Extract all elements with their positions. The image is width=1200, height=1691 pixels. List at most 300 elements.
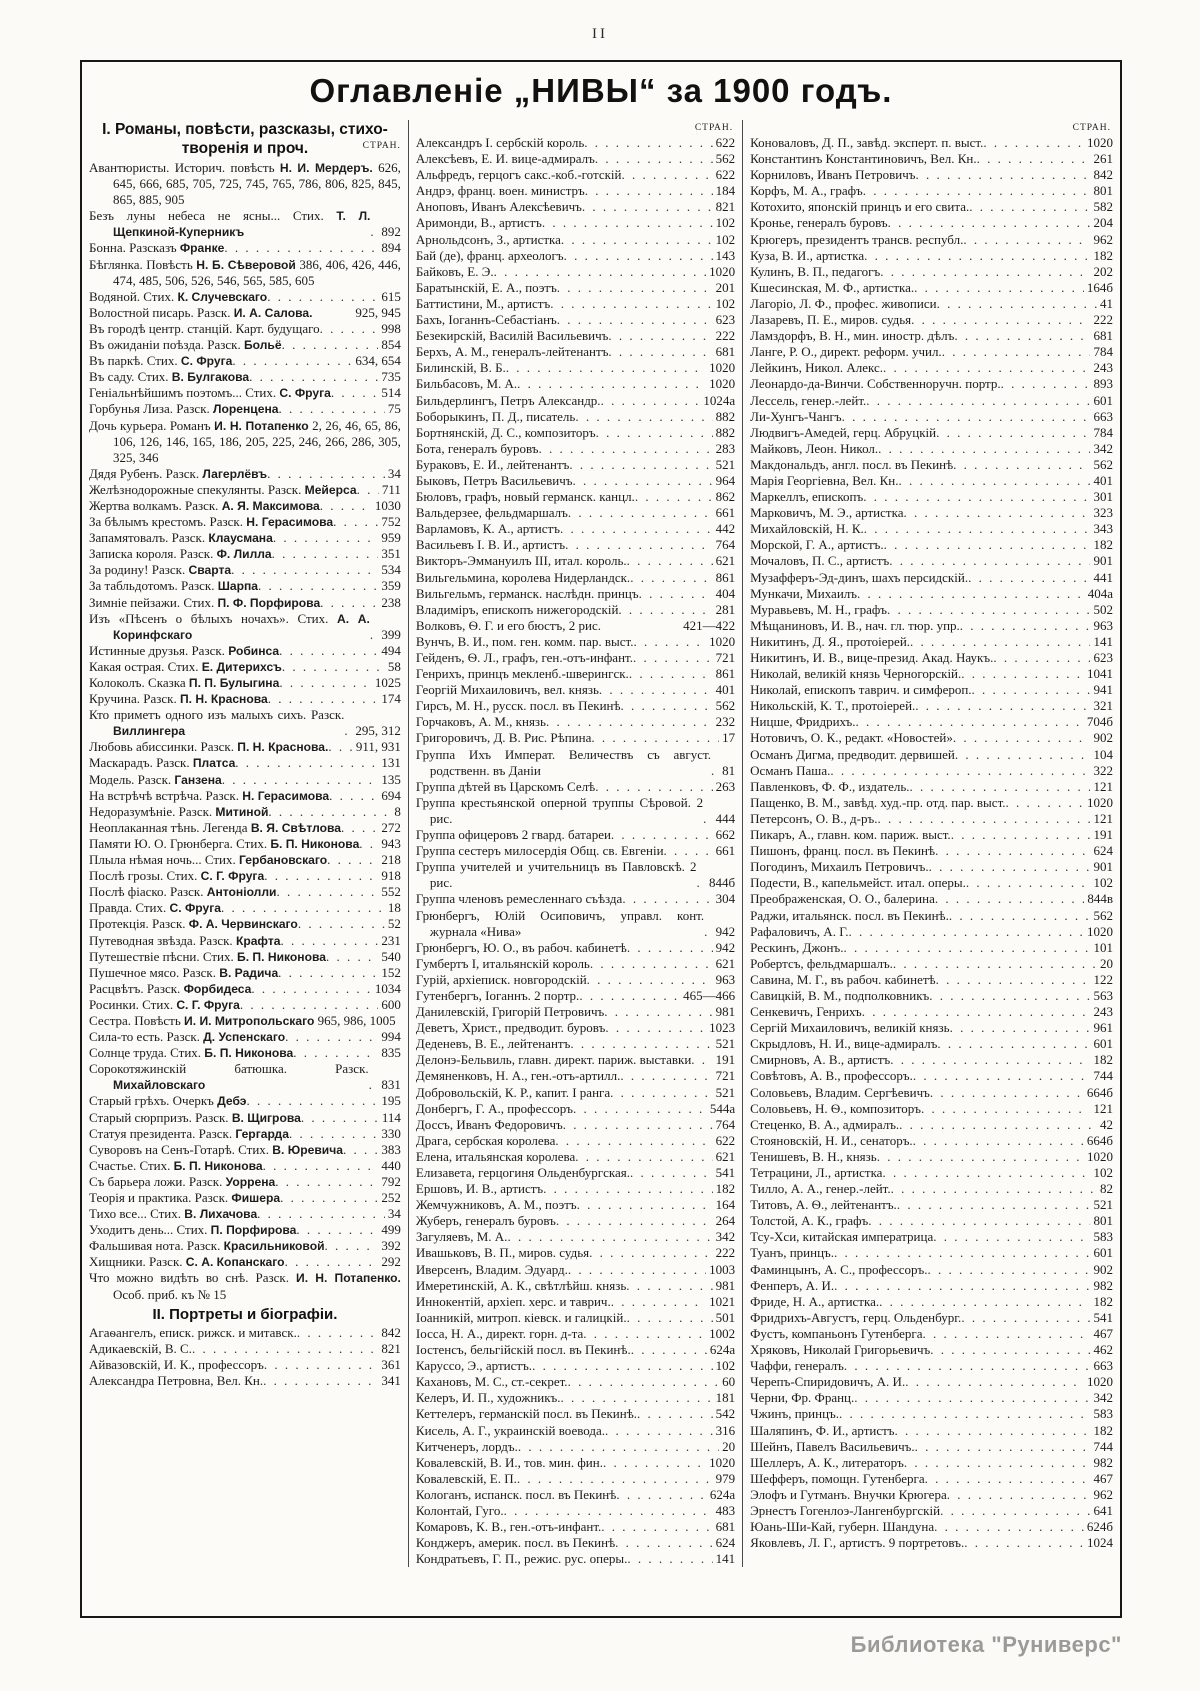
index-entry	[416, 634, 735, 650]
dot-leader	[192, 1341, 378, 1357]
entry-page-number: 744	[1093, 1068, 1113, 1084]
dot-leader	[830, 763, 1090, 779]
entry-page-number: 1024	[1086, 1535, 1113, 1551]
index-entry	[750, 1133, 1113, 1149]
entry-page-number: 979	[715, 1470, 736, 1486]
entry-author: Н. Герасимова	[242, 788, 330, 803]
dot-leader	[557, 312, 713, 328]
index-entry	[750, 602, 1113, 618]
index-entry	[750, 779, 1113, 795]
entry-page-number: 182	[1093, 1293, 1113, 1309]
dot-leader	[963, 232, 1090, 248]
entry-title: Варламовъ, К. А., артистъ	[415, 521, 560, 537]
dot-leader	[301, 1110, 379, 1126]
dot-leader	[601, 393, 701, 409]
entry-page-number: 359	[381, 578, 401, 594]
entry-title: Сорокотяжинскій батюшка. Разск. Михайловскаго	[89, 1061, 369, 1093]
entry-title: Кронье, генералъ буровъ	[750, 215, 888, 231]
dot-leader	[972, 682, 1091, 698]
dot-leader	[556, 1213, 713, 1229]
entry-title: Рафаловичъ, А. Г.	[750, 923, 849, 939]
index-entry	[750, 1278, 1113, 1294]
entry-title: Скрыдловъ, Н. И., вице-адмиралъ	[750, 1036, 938, 1052]
index-entry	[416, 1149, 735, 1165]
entry-title: Колоколъ. Сказка П. П. Булыгина	[89, 675, 280, 690]
entry-title: Какая острая. Стих. Е. Дитерихсъ	[89, 658, 282, 674]
entry-title: Тетрацини, Л., артистка	[750, 1165, 883, 1180]
dot-leader	[272, 546, 379, 562]
dot-leader	[268, 804, 391, 820]
dot-leader	[268, 691, 379, 707]
entry-page-number: 998	[381, 320, 401, 336]
entry-title: Раджи, итальянск. посл. въ Пекинѣ.	[750, 907, 949, 923]
entry-author: И. Н. Потапенко.	[296, 1271, 401, 1286]
entry-page-number: 661	[715, 505, 736, 521]
entry-page-number: 263	[715, 778, 736, 794]
index-list-col2	[416, 135, 735, 1567]
entry-page-number: 882	[715, 424, 736, 440]
entry-page-number: 918	[381, 868, 401, 884]
entry-page-number: 844в	[1087, 891, 1113, 907]
entry-page-number: 81	[722, 762, 736, 778]
dot-leader	[517, 1471, 713, 1487]
index-entry	[416, 586, 735, 602]
dot-leader	[611, 827, 713, 843]
entry-page-number: 854	[381, 337, 401, 353]
dot-leader	[1001, 376, 1091, 392]
entry-page-number: 164	[715, 1197, 736, 1213]
entry-page-number: 467	[1093, 1325, 1113, 1341]
index-entry	[750, 972, 1113, 988]
index-entry	[89, 578, 401, 594]
dot-leader	[333, 514, 378, 530]
dot-leader	[905, 1374, 1084, 1390]
index-entry	[416, 1519, 735, 1535]
entry-title: Модель. Разск. Ганзена	[89, 771, 222, 787]
entry-title: Безъ луны небеса не ясны... Стих. Т. Л. Щепкиной-Куперникъ	[89, 208, 371, 240]
entry-page-number: 582	[1093, 199, 1113, 215]
dot-leader	[977, 151, 1091, 167]
index-entry	[750, 1197, 1113, 1213]
entry-author: Лагерлёвъ	[202, 466, 268, 481]
dot-leader	[589, 1245, 713, 1261]
index-entry	[416, 376, 735, 392]
index-entry	[416, 393, 735, 409]
entry-title: Берхъ, А. М., генералъ-лейтенантъ	[415, 344, 609, 360]
index-entry	[416, 1390, 735, 1406]
entry-author: Ганзена	[174, 772, 222, 787]
dot-leader	[281, 933, 379, 949]
section-1-heading	[89, 120, 401, 158]
entry-page-number: 182	[1093, 247, 1113, 263]
index-entry	[416, 1052, 735, 1068]
index-entry	[89, 852, 401, 868]
index-entry	[750, 1181, 1113, 1197]
dot-leader	[834, 1278, 1090, 1294]
entry-page-number: 911, 931	[355, 739, 401, 755]
index-entry	[416, 714, 735, 730]
entry-title: Совѣтовъ, А. В., профессоръ.	[750, 1068, 913, 1084]
dot-leader	[568, 505, 713, 521]
dot-leader	[293, 1045, 378, 1061]
index-entry	[750, 586, 1113, 602]
entry-page-number: 323	[1093, 505, 1113, 521]
index-entry	[416, 521, 735, 537]
dot-leader	[839, 1406, 1090, 1422]
dot-leader	[618, 602, 712, 618]
entry-page-number: 1020	[709, 360, 736, 376]
index-entry	[89, 611, 401, 643]
dot-leader	[575, 409, 712, 425]
entry-page-number: 861	[715, 569, 736, 585]
index-entry	[750, 1052, 1113, 1068]
entry-author: Больё	[243, 338, 282, 353]
index-entry	[750, 940, 1113, 956]
entry-title: Фустъ, компаньонъ Гутенберга	[750, 1325, 923, 1341]
index-entry	[750, 634, 1113, 650]
entry-title: Александра Петровна, Вел. Кн.	[89, 1372, 264, 1388]
entry-author: Гергарда	[235, 1126, 289, 1141]
dot-leader	[878, 441, 1090, 457]
entry-author: В. Щигрова	[231, 1110, 301, 1125]
entry-author: Н. Герасимова	[246, 515, 334, 530]
dot-leader	[910, 779, 1091, 795]
index-entry	[89, 289, 401, 305]
index-entry	[89, 482, 401, 498]
index-entry	[89, 369, 401, 385]
entry-page-number: 1020	[1086, 1374, 1113, 1390]
entry-author: В. Я. Свѣтлова	[250, 820, 342, 835]
entry-page-number: 342	[1093, 1390, 1113, 1406]
entry-page-number: 1020	[709, 1454, 736, 1470]
entry-author: Б. П. Никонова	[237, 949, 326, 964]
index-entry	[89, 305, 401, 321]
dot-leader	[222, 772, 379, 788]
entry-page-number: 222	[1093, 312, 1113, 328]
entry-page-number: 191	[715, 1052, 736, 1068]
entry-page-number: 882	[715, 408, 736, 424]
entry-title: Доссъ, Иванъ Федоровичъ	[415, 1116, 563, 1132]
index-entry	[89, 1174, 401, 1190]
entry-page-number: 441	[1093, 569, 1113, 585]
entry-author: А. Я. Максимова	[221, 498, 320, 513]
index-entry	[750, 714, 1113, 730]
entry-author: С. Г. Фруга	[176, 997, 240, 1012]
dot-leader	[627, 940, 713, 956]
index-entry	[89, 691, 401, 707]
entry-title: Титовъ, А. Ѳ., лейтенантъ.	[750, 1197, 897, 1213]
index-entry	[89, 353, 401, 369]
entry-page-number: 663	[1093, 1358, 1113, 1374]
entry-title: Группа офицеровъ 2 гвард. батареи	[415, 827, 611, 843]
index-entry	[89, 868, 401, 884]
entry-title: Гейденъ, Ѳ. Л., графъ, ген.-отъ-инфант.	[415, 650, 633, 665]
dot-leader	[591, 730, 719, 746]
entry-title: Елизавета, герцогиня Ольденбургская.	[415, 1165, 631, 1180]
dot-leader	[899, 1117, 1097, 1133]
entry-author: К. Случевскаго	[177, 289, 268, 304]
entry-page-number: 383	[381, 1141, 401, 1157]
entry-title: Никитинъ, И. В., вице-презид. Акад. Наукъ.	[750, 650, 994, 665]
entry-page-number: 1025	[374, 675, 401, 690]
entry-title: Пишонъ, франц. посл. въ Пекинѣ	[750, 843, 936, 859]
index-entry	[416, 489, 735, 505]
entry-author: С. Фруга	[180, 354, 233, 369]
entry-title: Іостенсъ, бельгійскій посл. въ Пекинѣ.	[415, 1342, 631, 1358]
entry-page-number: 195	[381, 1093, 401, 1109]
dot-leader	[285, 1029, 378, 1045]
entry-title: Андрэ, франц. воен. министръ	[415, 183, 585, 199]
entry-title: Группа членовъ ремесленнаго съѣзда	[415, 891, 623, 907]
index-entry	[416, 682, 735, 698]
dot-leader	[844, 1358, 1091, 1374]
entry-page-number: 58	[387, 658, 401, 674]
index-entry	[750, 859, 1113, 875]
entry-title: Делонэ-Бельвиль, главн. директ. париж. выставки	[415, 1052, 692, 1068]
entry-title: Смирновъ, А. В., артистъ	[750, 1052, 891, 1068]
dot-leader	[327, 852, 378, 868]
index-entry	[750, 1342, 1113, 1358]
index-entry	[750, 232, 1113, 248]
index-entry	[416, 1101, 735, 1117]
dot-leader	[343, 1142, 378, 1158]
entry-title: Сестра. Повѣсть И. И. Митропольскаго 965, 986, 1005	[89, 1012, 396, 1028]
entry-title: Жуберъ, генералъ буровъ	[415, 1213, 556, 1229]
entry-page-number: 1002	[709, 1325, 736, 1341]
entry-page-number: 902	[1093, 730, 1113, 746]
entry-title: Добровольскій, К. Р., капит. I ранга	[415, 1084, 611, 1100]
dot-leader	[542, 215, 713, 231]
index-entry	[416, 1455, 735, 1471]
entry-page-number: 835	[381, 1045, 401, 1061]
dot-leader	[627, 1551, 712, 1567]
entry-title: Волостной писарь. Разск. И. А. Салова.	[89, 304, 313, 320]
entry-title: Лейкинъ, Никол. Алекс.	[750, 360, 884, 376]
entry-title: Имеретинскій, А. К., свѣтлѣйш. князь	[415, 1277, 627, 1293]
entry-title: Кшесинская, М. Ф., артистка.	[750, 279, 915, 295]
dot-leader	[913, 1068, 1091, 1084]
entry-title: Соловьевъ, Владим. Сергѣевичъ	[750, 1084, 930, 1100]
entry-page-number: 552	[381, 884, 401, 900]
index-entry	[750, 1149, 1113, 1165]
entry-title: Савицкій, В. М., подполковникъ	[750, 987, 930, 1003]
index-entry	[750, 409, 1113, 425]
dot-leader	[697, 875, 706, 891]
dot-leader	[935, 891, 1085, 907]
entry-title: Записка короля. Разск. Ф. Лилла	[89, 546, 272, 562]
index-entry	[89, 595, 401, 611]
entry-page-number: 1003	[709, 1261, 736, 1277]
entry-page-number: 465—466	[683, 987, 736, 1003]
entry-page-number: 621	[715, 955, 736, 971]
index-entry	[750, 1503, 1113, 1519]
entry-page-number: 925, 945	[355, 304, 401, 320]
index-entry	[89, 321, 401, 337]
entry-title: Пушечное мясо. Разск. В. Радича	[89, 964, 279, 980]
dot-leader	[882, 1165, 1090, 1181]
entry-page-number: 341	[381, 1372, 401, 1388]
index-entry	[89, 707, 401, 739]
entry-page-number: 401	[715, 682, 736, 698]
entry-title: Кулинъ, В. П., педагогъ	[750, 263, 881, 279]
entry-author: Уоррена	[225, 1174, 276, 1189]
entry-title: Крюгеръ, президентъ трансв. республ.	[750, 231, 964, 247]
dot-leader	[494, 264, 707, 280]
entry-title: Елена, итальянская королева	[415, 1148, 576, 1164]
dot-leader	[854, 1390, 1090, 1406]
entry-title: Безекирскій, Василій Васильевичъ	[415, 328, 609, 344]
entry-title: Николай, епископъ таврич. и симфероп.	[750, 682, 972, 698]
entry-title: Алексѣевъ, Е. И. вице-адмиралъ	[415, 151, 595, 167]
index-entry	[416, 1471, 735, 1487]
entry-title: Протекція. Разск. Ф. А. Червинскаго	[89, 916, 298, 932]
entry-page-number: 218	[381, 852, 401, 868]
entry-author: Б. П. Никонова	[270, 836, 360, 851]
entry-title: Толстой, А. К., графъ	[750, 1213, 869, 1229]
entry-page-number: 316	[715, 1422, 736, 1438]
entry-page-number: 981	[715, 1277, 736, 1293]
entry-title: Николай, великій князь Черногорскій.	[750, 666, 962, 682]
index-entry	[416, 1342, 735, 1358]
entry-title: Жертва волкамъ. Разск. А. Я. Максимова	[89, 497, 320, 513]
entry-title: Леонардо-да-Винчи. Собственноручн. портр.	[750, 376, 1001, 392]
dot-leader	[273, 530, 379, 546]
dot-leader	[605, 1423, 713, 1439]
entry-page-number: 801	[1093, 1213, 1113, 1229]
dot-leader	[703, 811, 713, 827]
entry-title: Марія Георгіевна, Вел. Кн.	[750, 472, 899, 488]
entry-page-number: 141	[1093, 633, 1113, 649]
dot-leader	[264, 1357, 379, 1373]
dot-leader	[325, 1238, 379, 1254]
entry-title: Деденевъ, В. Е., лейтенантъ	[415, 1036, 571, 1052]
entry-page-number: 174	[381, 691, 401, 707]
entry-title: Альфредъ, герцогъ сакс.-коб.-готскій	[415, 167, 622, 183]
entry-page-number: 272	[381, 819, 401, 835]
entry-title: Горчаковъ, А. М., князь	[415, 714, 546, 730]
index-entry	[89, 1222, 401, 1238]
index-entry	[89, 530, 401, 546]
entry-author: С. Г. Фруга	[200, 869, 265, 884]
entry-page-number: 404	[715, 585, 736, 601]
entry-page-number: 842	[381, 1324, 401, 1340]
dot-leader	[691, 1052, 712, 1068]
entry-page-number: 961	[1093, 1020, 1113, 1036]
dot-leader	[921, 1101, 1091, 1117]
index-entry	[750, 489, 1113, 505]
dot-leader	[951, 827, 1091, 843]
index-entry	[416, 1278, 735, 1294]
entry-title: Ли-Хунгъ-Чангъ	[750, 408, 842, 424]
library-watermark: Библиотека "Руниверс"	[850, 1632, 1122, 1657]
entry-page-number: 182	[715, 1181, 736, 1197]
entry-page-number: 621	[715, 1148, 736, 1164]
index-entry	[416, 1197, 735, 1213]
index-entry	[750, 135, 1113, 151]
index-entry	[750, 167, 1113, 183]
index-entry	[750, 1020, 1113, 1036]
dot-leader	[664, 843, 713, 859]
entry-page-number: 102	[1093, 875, 1113, 891]
dot-leader	[232, 353, 352, 369]
index-entry	[750, 537, 1113, 553]
entry-title: Зимніе пейзажи. Стих. П. Ф. Порфирова	[89, 594, 321, 610]
dot-leader	[849, 924, 1084, 940]
index-entry	[416, 988, 735, 1004]
entry-title: Константинъ Константиновичъ, Вел. Кн.	[750, 151, 977, 167]
entry-page-number: 615	[381, 288, 401, 304]
dot-leader	[344, 723, 352, 739]
dot-leader	[320, 321, 379, 337]
entry-page-number: 60	[722, 1374, 736, 1390]
index-entry	[89, 337, 401, 353]
index-entry	[416, 1213, 735, 1229]
entry-title: Что можно видѣть во снѣ. Разск. И. Н. Потапенко. Особ. приб. къ № 15	[89, 1270, 401, 1302]
entry-page-number: 483	[715, 1502, 736, 1518]
index-entry	[750, 1423, 1113, 1439]
dot-leader	[863, 489, 1090, 505]
entry-title: Кручина. Разск. П. Н. Краснова	[89, 691, 268, 707]
section-1-heading-line2: творенія и проч.	[181, 140, 309, 157]
entry-page-number: 981	[715, 1004, 736, 1020]
entry-author: Митиной	[215, 804, 269, 819]
entry-title: Комаровъ, К. В., ген.-отъ-инфант.	[415, 1519, 602, 1535]
entry-page-number: 494	[381, 642, 401, 658]
index-entry	[89, 916, 401, 932]
entry-page-number: 534	[381, 562, 401, 578]
index-entry	[750, 1101, 1113, 1117]
entry-page-number: 622	[715, 135, 736, 150]
entry-page-number: 562	[715, 151, 736, 167]
index-entry	[89, 208, 401, 240]
index-entry	[750, 1229, 1113, 1245]
entry-title: Ницше, Фридрихъ.	[750, 714, 856, 730]
entry-title: Лессель, генер.-лейт.	[750, 392, 867, 408]
entry-page-number: 343	[1093, 521, 1113, 537]
entry-title: Иверсенъ, Владим. Эдуард.	[415, 1261, 568, 1277]
dot-leader	[864, 248, 1090, 264]
dot-leader	[507, 1229, 712, 1245]
dot-leader	[582, 199, 713, 215]
entry-page-number: 321	[1093, 698, 1113, 714]
entry-page-number: 182	[1093, 537, 1113, 553]
entry-title: Рескинъ, Джонъ.	[750, 939, 844, 955]
entry-title: Фенперъ, А. И.	[750, 1277, 835, 1293]
dot-leader	[842, 409, 1091, 425]
entry-title: Никитинъ, Д. Я., протоіерей.	[750, 633, 911, 649]
dot-leader	[1006, 795, 1084, 811]
entry-page-number: 1020	[1086, 1148, 1113, 1164]
entry-page-number: 521	[715, 1084, 736, 1100]
index-entry	[416, 1310, 735, 1326]
dot-leader	[877, 1149, 1084, 1165]
entry-page-number: 624б	[1086, 1519, 1113, 1535]
entry-title: Эрнестъ Гогенлоэ-Лангенбургскій	[750, 1502, 941, 1518]
entry-title: Стеценко, В. А., адмиралъ.	[750, 1116, 900, 1132]
dot-leader	[633, 634, 706, 650]
index-entry	[416, 1068, 735, 1084]
column-2	[408, 120, 742, 1567]
entry-page-number: 601	[1093, 1245, 1113, 1261]
entry-page-number: 322	[1093, 762, 1113, 778]
entry-page-number: 681	[715, 1519, 736, 1535]
dot-leader	[560, 521, 713, 537]
dot-leader	[279, 643, 378, 659]
entry-page-number: 792	[381, 1173, 401, 1189]
entry-title: Быковъ, Петръ Васильевичъ	[415, 472, 573, 488]
entry-page-number: 104	[1093, 746, 1113, 762]
entry-page-number: 624	[1093, 843, 1113, 859]
